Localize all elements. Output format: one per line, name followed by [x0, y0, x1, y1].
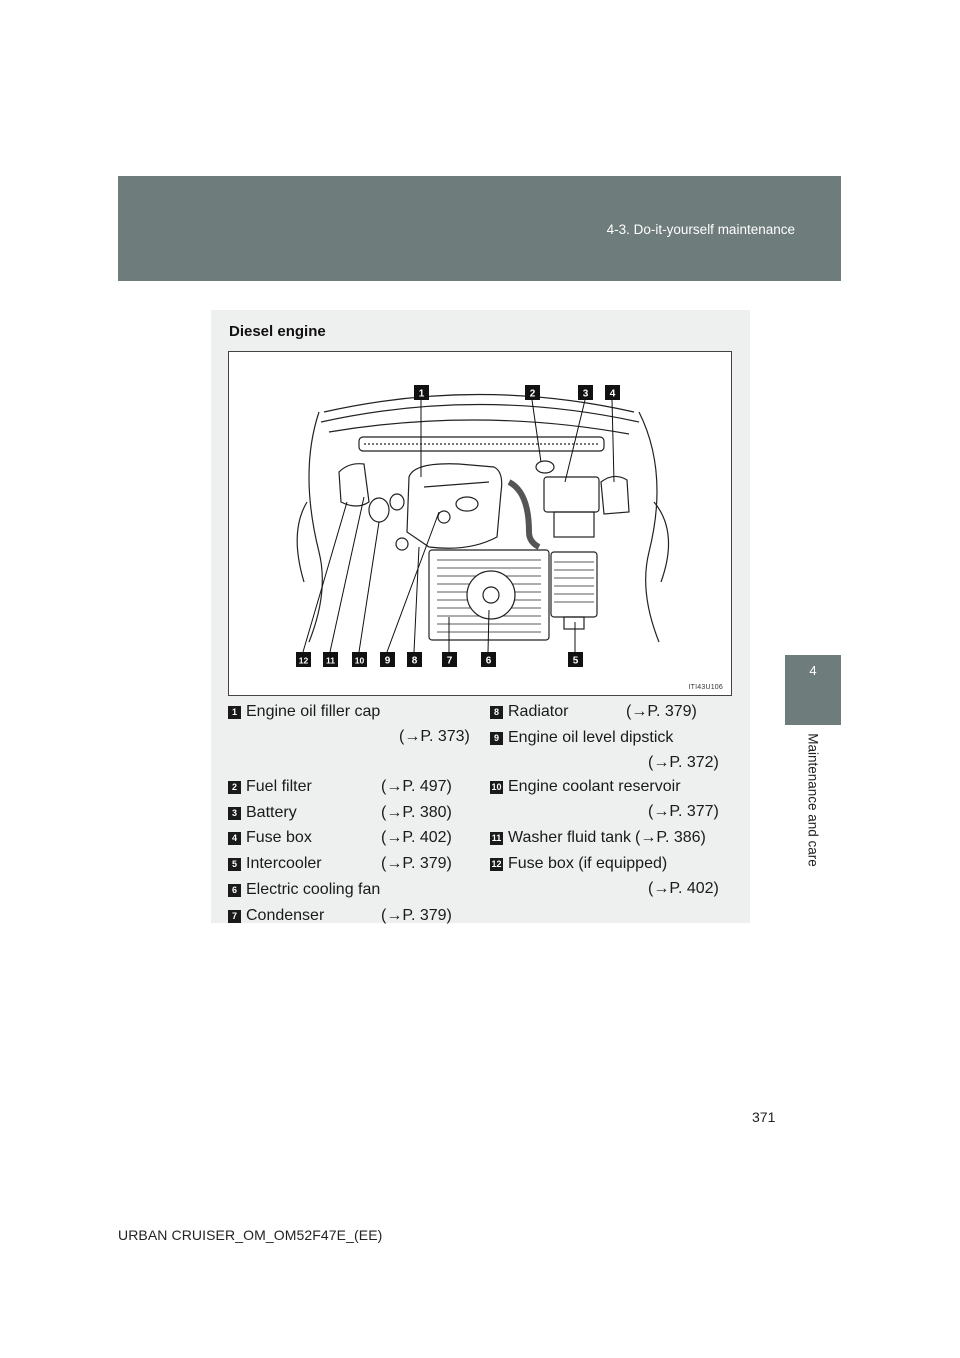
chapter-tab [785, 655, 841, 725]
callout-1: 1 [418, 388, 425, 400]
callout-4: 4 [609, 388, 616, 400]
item-label: Washer fluid tank [508, 829, 632, 846]
callout-5: 5 [572, 655, 579, 667]
callout-9: 9 [384, 655, 391, 667]
engine-panel [211, 310, 750, 923]
callout-7: 7 [446, 655, 453, 667]
item-marker: 9 [490, 732, 503, 745]
figure-code: ITI43U106 [688, 684, 723, 691]
item-label: Condenser [246, 907, 325, 924]
item-marker: 10 [491, 782, 502, 792]
panel-title: Diesel engine [229, 323, 326, 340]
item-marker: 6 [228, 884, 241, 897]
chapter-label: Maintenance and care [805, 733, 821, 867]
item-label: Fuse box [246, 829, 312, 846]
callout-11: 11 [326, 655, 335, 666]
item-ref: (→P. 377) [648, 803, 719, 820]
engine-illustration [229, 352, 731, 695]
item-marker: 11 [491, 833, 502, 843]
item-ref: (→P. 402) [381, 829, 452, 846]
item-marker: 5 [228, 858, 241, 871]
engine-diagram [228, 351, 732, 696]
item-ref: (→P. 380) [381, 804, 452, 821]
item-marker: 2 [228, 781, 241, 794]
item-label: Fuel filter [246, 778, 312, 795]
item-label: Engine oil filler cap [246, 703, 381, 720]
item-label: Radiator [508, 703, 569, 720]
item-label: Fuse box (if equipped) [508, 855, 668, 872]
item-marker: 7 [228, 910, 241, 923]
item-marker: 1 [228, 706, 241, 719]
callout-10: 10 [354, 655, 365, 666]
chapter-number: 4 [809, 663, 817, 678]
callout-3: 3 [582, 388, 589, 400]
item-marker: 3 [228, 807, 241, 820]
document-code: URBAN CRUISER_OM_OM52F47E_(EE) [118, 1227, 383, 1243]
callout-2: 2 [529, 388, 536, 400]
item-ref: (→P. 372) [648, 754, 719, 771]
item-ref: (→P. 373) [399, 728, 470, 745]
item-label: Engine oil level dipstick [508, 729, 674, 746]
item-label: Battery [246, 804, 297, 821]
page-number: 371 [752, 1109, 776, 1125]
callout-8: 8 [411, 655, 418, 667]
item-ref: (→P. 402) [648, 880, 719, 897]
item-label: Intercooler [246, 855, 322, 872]
item-label: Engine coolant reservoir [508, 778, 681, 795]
section-title: 4-3. Do-it-yourself maintenance [606, 222, 795, 237]
item-ref: (→P. 497) [381, 778, 452, 795]
header-band [118, 176, 841, 281]
item-ref: (→P. 386) [635, 829, 706, 846]
item-marker: 12 [491, 859, 502, 869]
callout-6: 6 [485, 655, 492, 667]
item-ref: (→P. 379) [381, 855, 452, 872]
item-marker: 8 [490, 706, 503, 719]
item-ref: (→P. 379) [381, 907, 452, 924]
item-ref: (→P. 379) [626, 703, 697, 720]
callout-12: 12 [298, 655, 309, 666]
item-label: Electric cooling fan [246, 881, 381, 898]
item-marker: 4 [228, 832, 241, 845]
